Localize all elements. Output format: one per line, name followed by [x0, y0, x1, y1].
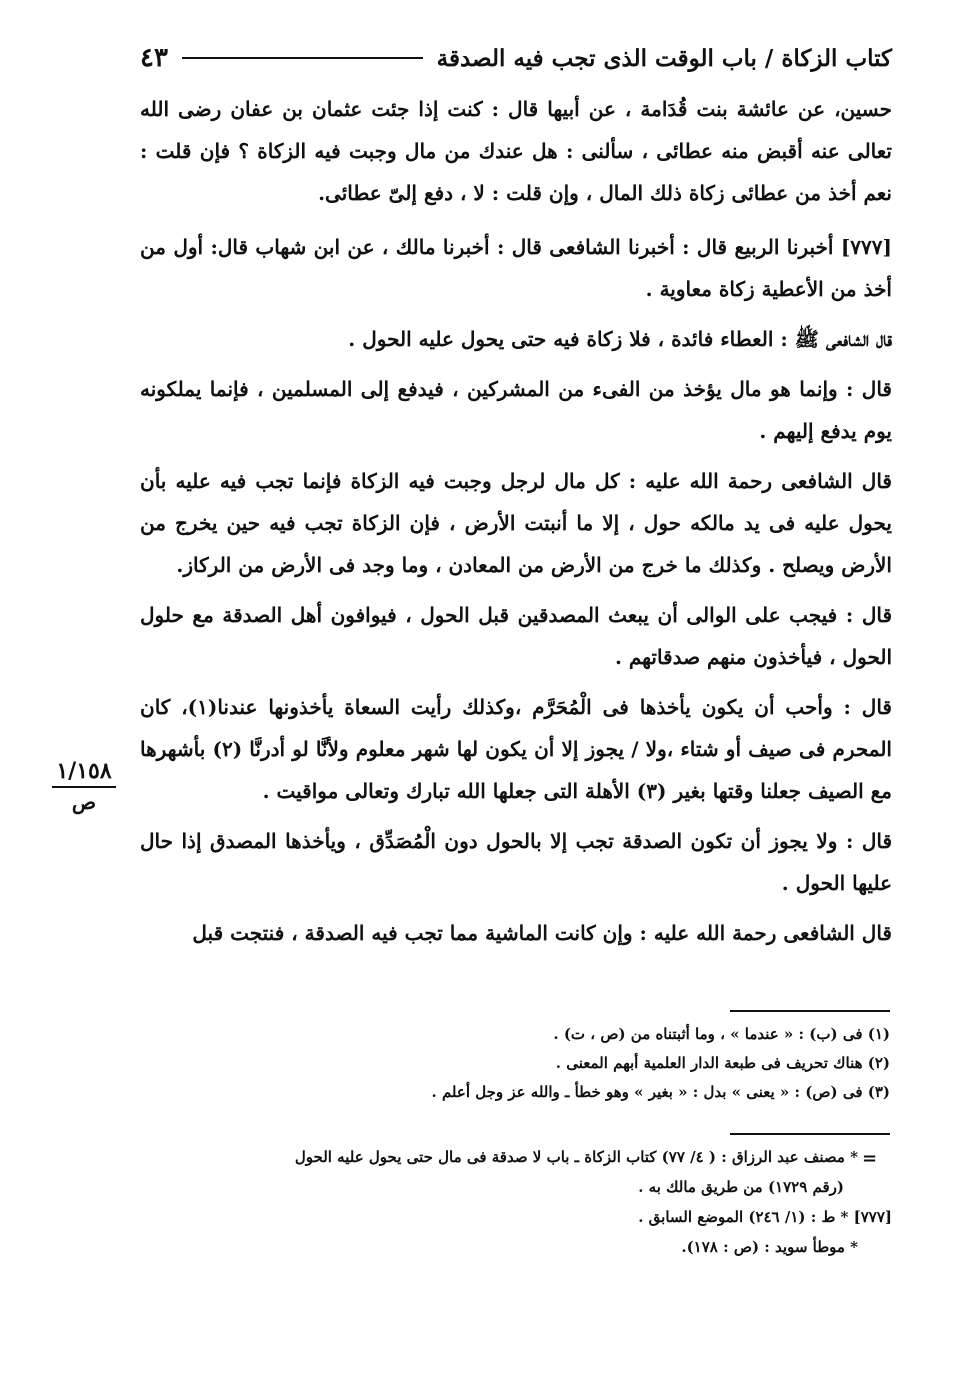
- paragraph: [140, 820, 892, 904]
- paragraph-lead: قال :: [845, 603, 892, 627]
- paragraph-lead: قال الشافعى رحمة الله عليه :: [639, 921, 892, 945]
- paragraph-text: فيجب على الوالى أن يبعث المصدقين قبل الحول ، فيوافون أهل الصدقة مع حلول الحول ، فيأخذون منهم صدقاتهم .: [140, 603, 892, 669]
- margin-reference-label: ص: [71, 790, 97, 814]
- paragraph: [140, 912, 892, 954]
- source-references: [140, 1142, 892, 1262]
- header-rule: [182, 57, 423, 59]
- page-number: ٤٣: [140, 43, 168, 73]
- paragraph: [140, 686, 892, 812]
- paragraph-text: وإنما هو مال يؤخذ من الفىء من المشركين ، فيدفع إلى المسلمين ، فإنما يملكونه يوم يدفع إليهم .: [140, 377, 892, 443]
- paragraph-text: ولا يجوز أن تكون الصدقة تجب إلا بالحول دون الْمُصَدِّق ، ويأخذها المصدق إذا حال عليها الحول .: [140, 829, 892, 895]
- paragraph-text: حسين، عن عائشة بنت قُدَامة ، عن أبيها قال : كنت إذا جئت عثمان بن عفان رضى الله تعالى عنه أقبض منه عطائى ، سألنى : هل عندك من مال وجبت فيه الزكاة ؟ فإن قلت : نعم أخذ من عطائى زكاة ذلك المال ، وإن قلت : لا ، دفع إلىّ عطائى.: [140, 97, 892, 205]
- running-header: [140, 38, 892, 78]
- paragraph: [140, 460, 892, 586]
- main-text: [140, 88, 892, 962]
- paragraph: [140, 88, 892, 214]
- footnote: (٣) فى (ص) : « يعنى » بدل : « بغير » وهو خطأ ـ والله عز وجل أعلم .: [431, 1083, 890, 1101]
- paragraph-lead: قال :: [843, 695, 892, 719]
- source-line: * موطأ سويد : (ص : ١٧٨).: [681, 1238, 858, 1256]
- margin-page-reference: [52, 758, 116, 814]
- paragraph-text: وإن كانت الماشية مما تجب فيه الصدقة ، فنتجت قبل: [192, 921, 633, 945]
- source-line: [٧٧٧] * ط : (١/ ٢٤٦) الموضع السابق .: [638, 1208, 892, 1226]
- paragraph-lead: قال :: [845, 829, 893, 853]
- footnote: (٢) هناك تحريف فى طبعة الدار العلمية أبهم المعنى .: [555, 1054, 890, 1072]
- paragraph-lead: [٧٧٧] أخبرنا الربيع قال :: [682, 235, 892, 259]
- paragraph: [140, 368, 892, 452]
- paragraph: [140, 318, 892, 360]
- paragraph-lead: قال الشافعى ﷺ :: [780, 327, 892, 351]
- paragraph-text: وأحب أن يكون يأخذها فى الْمُحَرَّم ،وكذلك رأيت السعاة يأخذونها عندنا(١)، كان المحرم فى صيف أو شتاء ،ولا / يجوز إلا أن يكون لها شهر معلوم ولأنَّا لو أدرنَّا (٢) بأشهرها مع الصيف جعلنا وقتها بغير (٣) الأهلة التى جعلها الله تبارك وتعالى مواقيت .: [140, 695, 892, 803]
- header-title: كتاب الزكاة / باب الوقت الذى تجب فيه الصدقة: [436, 44, 892, 72]
- footnote-divider: [730, 1010, 890, 1012]
- paragraph-text: العطاء فائدة ، فلا زكاة فيه حتى يحول عليه الحول .: [348, 327, 774, 351]
- sources-divider: [730, 1133, 890, 1135]
- paragraph: [140, 226, 892, 310]
- paragraph-text: كل مال لرجل وجبت فيه الزكاة فإنما تجب فيه عليه بأن يحول عليه فى يد مالكه حول ، إلا ما أنبتت الأرض ، فإن الزكاة تجب فيه حين يخرج من الأرض ويصلح . وكذلك ما خرج من الأرض من المعادن ، وما وجد فى الأرض من الركاز.: [140, 469, 892, 577]
- paragraph-lead: قال الشافعى رحمة الله عليه :: [628, 469, 892, 493]
- paragraph-text: أخبرنا الشافعى قال : أخبرنا مالك ، عن ابن شهاب قال: أول من أخذ من الأعطية زكاة معاوية .: [140, 235, 892, 301]
- continuation-mark: =: [862, 1148, 878, 1169]
- footnotes: [140, 1020, 892, 1107]
- paragraph-lead: قال :: [846, 377, 892, 401]
- paragraph: [140, 594, 892, 678]
- footnote: (١) فى (ب) : « عندما » ، وما أثبتناه من (ص ، ت) .: [553, 1025, 890, 1043]
- margin-reference-number: ١/١٥٨: [52, 758, 116, 788]
- source-line: (رقم ١٧٢٩) من طريق مالك به .: [638, 1178, 844, 1196]
- source-line: * مصنف عبد الرزاق : ( ٤/ ٧٧) كتاب الزكاة ـ باب لا صدقة فى مال حتى يحول عليه الحول: [294, 1148, 858, 1166]
